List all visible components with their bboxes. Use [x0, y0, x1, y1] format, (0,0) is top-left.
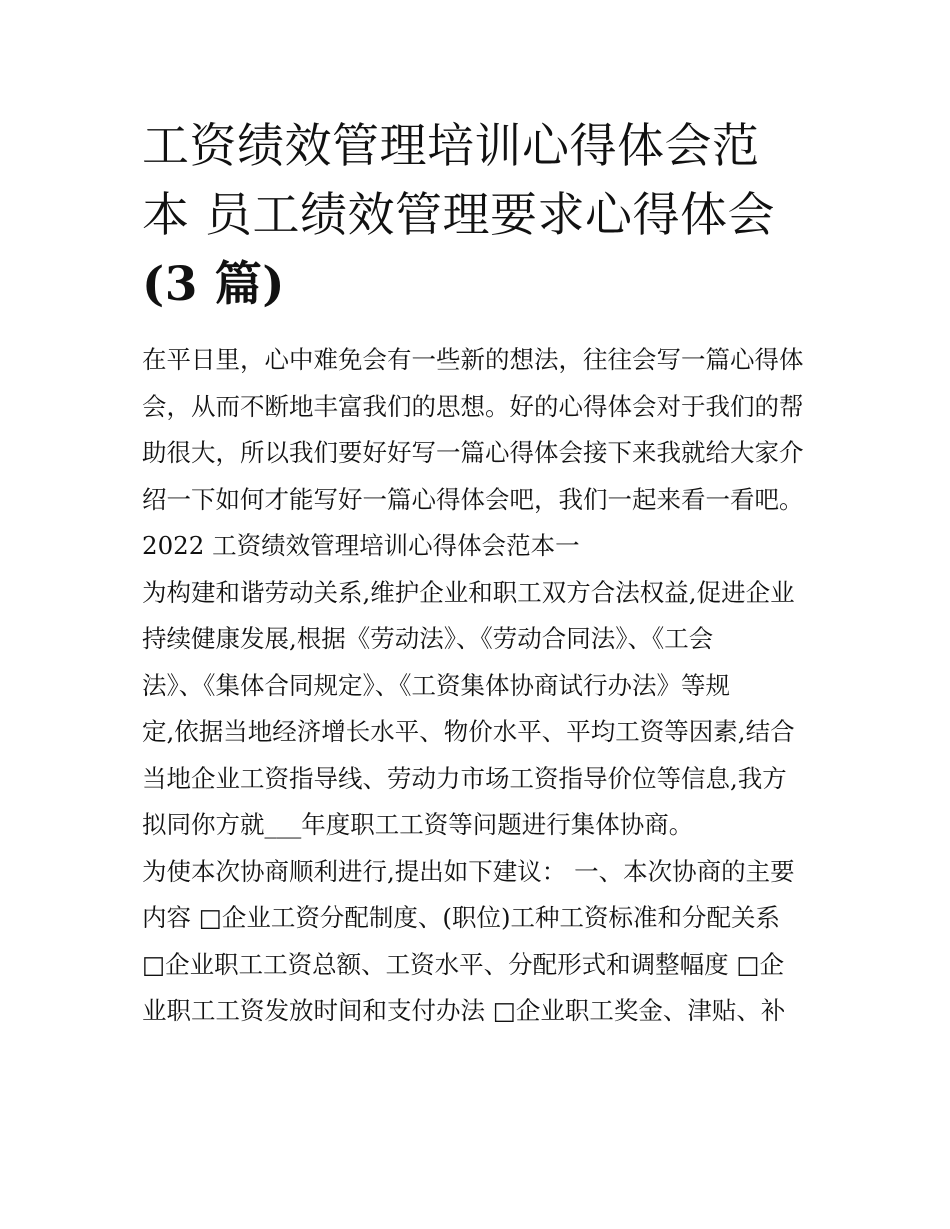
document-content	[142, 112, 822, 1035]
paragraph-2	[142, 849, 822, 1035]
title-line: (3 篇)	[142, 257, 286, 312]
text-line: 法》、《集体合同规定》、《工资集体协商试行办法》等规	[142, 670, 730, 700]
text-line: 拟同你方就___年度职工工资等问题进行集体协商。	[142, 810, 694, 839]
section-heading	[142, 523, 822, 570]
section-heading-text: 2022 工资绩效管理培训心得体会范本一	[142, 531, 580, 560]
text-line: 当地企业工资指导线、劳动力市场工资指导价位等信息,我方	[142, 763, 787, 793]
document-title	[142, 112, 822, 319]
text-line: 绍一下如何才能写好一篇心得体会吧，我们一起来看一看吧。	[142, 484, 804, 514]
text-line: □企业职工工资总额、工资水平、分配形式和调整幅度 □企	[142, 949, 785, 979]
text-line: 为使本次协商顺利进行,提出如下建议： 一、本次协商的主要	[142, 856, 795, 886]
paragraph-1	[142, 570, 822, 849]
text-line: 助很大，所以我们要好好写一篇心得体会接下来我就给大家介	[142, 438, 804, 467]
text-line: 在平日里，心中难免会有一些新的想法，往往会写一篇心得体	[142, 345, 804, 374]
document-body	[142, 337, 822, 1035]
text-line: 会，从而不断地丰富我们的思想。好的心得体会对于我们的帮	[142, 391, 804, 421]
text-line: 持续健康发展,根据《劳动法》、《劳动合同法》、《工会	[142, 624, 714, 653]
title-line: 工资绩效管理培训心得体会范	[142, 119, 760, 174]
text-line: 内容 □企业工资分配制度、(职位)工种工资标准和分配关系	[142, 903, 781, 932]
text-line: 业职工工资发放时间和支付办法 □企业职工奖金、津贴、补	[142, 996, 786, 1025]
text-line: 为构建和谐劳动关系,维护企业和职工双方合法权益,促进企业	[142, 577, 795, 607]
title-line: 本 员工绩效管理要求心得体会	[142, 188, 775, 243]
text-line: 定,依据当地经济增长水平、物价水平、平均工资等因素,结合	[142, 717, 795, 746]
intro-paragraph	[142, 337, 822, 523]
